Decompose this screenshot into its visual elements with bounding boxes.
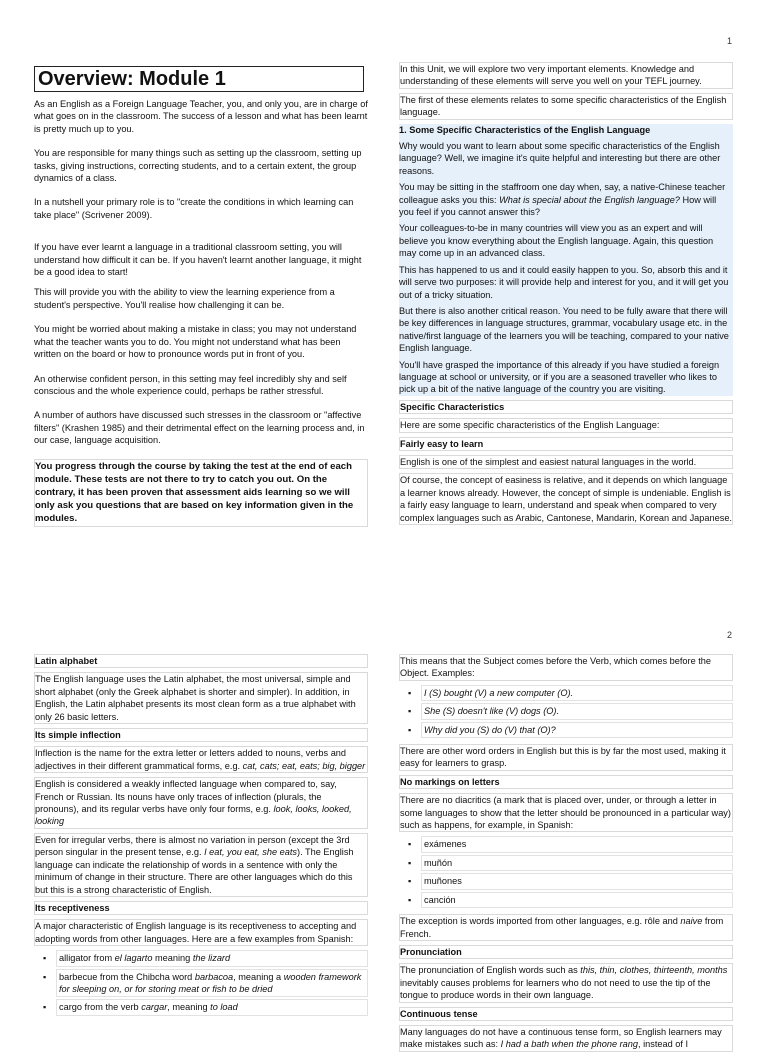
spanish-loanword-list xyxy=(34,950,368,1016)
list-item: ▪ I (S) bought (V) a new computer (O). xyxy=(421,685,733,701)
page-number: 2 xyxy=(727,630,733,640)
paragraph: Your colleagues-to-be in many countries will view you as an expert and will believe you know everything about the English language. Again, this question may come up in an advanced class. xyxy=(399,223,714,259)
paragraph: Many languages do not have a continuous tense form, so English learners may make mistakes such as: I had a bath when the phone rang, instead of I xyxy=(399,1025,733,1052)
paragraph: The English language uses the Latin alphabet, the most universal, simple and short alphabet (only the Greek alphabet is shorter and simpler). In addition, in English, the Latin alphabet presents its most clean form as a true alphabet with only 26 basic letters. xyxy=(34,672,368,724)
page2-left-column xyxy=(34,654,368,1018)
list-item: ▪ muñones xyxy=(421,873,733,889)
section-heading: No markings on letters xyxy=(399,775,733,789)
paragraph: There are other word orders in English but this is by far the most used, making it easy for learners to grasp. xyxy=(399,744,733,771)
paragraph: In a nutshell your primary role is to "create the conditions in which learning can take place" (Scrivener 2009). xyxy=(34,197,354,220)
paragraph: The first of these elements relates to some specific characteristics of the English language. xyxy=(399,93,733,120)
list-item: ▪ exámenes xyxy=(421,836,733,852)
assessment-note: You progress through the course by taking the test at the end of each module. These tests are not there to try to catch you out. On the contrary, it has been proven that assessment aids learning so we will only ask you questions that are based on key information given in the modules. xyxy=(34,459,368,527)
page2-right-column xyxy=(399,654,733,1052)
paragraph: Why would you want to learn about some specific characteristics of the English language? Well, we imagine it's quite helpful and interesting but there are other reasons. xyxy=(399,141,721,176)
section-heading: Its receptiveness xyxy=(34,901,368,915)
paragraph: The exception is words imported from other languages, e.g. rôle and naive from French. xyxy=(399,914,733,941)
spanish-word-list xyxy=(399,836,733,908)
paragraph: As an English as a Foreign Language Teacher, you, and only you, are in charge of what goes on in the classroom. The success of a lesson and what has been learnt is pretty much up to you. xyxy=(34,99,368,134)
paragraph: Even for irregular verbs, there is almost no variation in person (except the 3rd person singular in the present tense, e.g. I eat, you eat, she eats). The English language can indicate the relationship of words in a sentence with only the minimum of change in their structure. There are other languages which do this but this is a strong characteristic of English. xyxy=(34,833,368,897)
paragraph: This will provide you with the ability to view the learning experience from a student's perspective. You'll realise how challenging it can be. xyxy=(34,287,335,310)
list-item: ▪ canción xyxy=(421,892,733,908)
section-heading: Pronunciation xyxy=(399,945,733,959)
paragraph: If you have ever learnt a language in a traditional classroom setting, you will understand how difficult it can be. If you haven't learnt another language, it might be a good idea to start! xyxy=(34,242,362,278)
list-item: ▪ Why did you (S) do (V) that (O)? xyxy=(421,722,733,738)
section-heading: Latin alphabet xyxy=(34,654,368,668)
paragraph: An otherwise confident person, in this setting may feel incredibly shy and self conscious and the whole experience could, perhaps be rather stressful. xyxy=(34,373,347,396)
list-item: ▪ She (S) doesn't like (V) dogs (O). xyxy=(421,703,733,719)
word-order-examples xyxy=(399,685,733,738)
paragraph: A number of authors have discussed such stresses in the classroom or "affective filters" (Krashen 1985) and their detrimental effect on the learning process and, in our case, language acquisition. xyxy=(34,410,365,446)
paragraph: You'll have grasped the importance of this already if you have studied a foreign language at school or university, or if you are a seasoned traveller who likes to pick up a bit of the native language of the country you are visiting. xyxy=(399,359,720,395)
section-heading: Continuous tense xyxy=(399,1007,733,1021)
section-heading: Its simple inflection xyxy=(34,728,368,742)
paragraph: But there is also another critical reason. You need to be fully aware that there will be key differences in language structures, grammar, vocabulary usage etc. in the native/first language of the learners you will be teaching, compared to your native English language. xyxy=(399,305,729,354)
paragraph: This means that the Subject comes before the Verb, which comes before the Object. Examples: xyxy=(399,654,733,681)
list-item: ▪ muñón xyxy=(421,855,733,871)
paragraph: Here are some specific characteristics of the English Language: xyxy=(399,418,733,432)
page-title: Overview: Module 1 xyxy=(34,66,364,92)
section-heading: Fairly easy to learn xyxy=(399,437,733,451)
paragraph: Of course, the concept of easiness is relative, and it depends on which language a learner knows already. However, the concept of simple is undeniable. English is a fairly easy language to learn, understand and speak when compared to very complex languages such as Arabic, Cantonese, Mandarin, Korean and Japanese. xyxy=(399,473,733,525)
list-item: ▪ alligator from el lagarto meaning the lizard xyxy=(56,950,368,966)
paragraph: A major characteristic of English language is its receptiveness to accepting and adopting words from other languages. Here are a few examples from Spanish: xyxy=(34,919,368,946)
paragraph: You might be worried about making a mistake in class; you may not understand what the teacher wants you to do. You might not understand what has been written on the board or how to pronounce words put in front of you. xyxy=(34,324,357,360)
paragraph: Inflection is the name for the extra letter or letters added to nouns, verbs and adjectives in their different grammatical forms, e.g. cat, cats; eat, eats; big, bigger xyxy=(34,746,368,773)
paragraph: This has happened to us and it could easily happen to you. So, absorb this and it will serve two purposes: it will provide help and interest for you, and it will get you out of a tricky situation. xyxy=(399,264,729,300)
paragraph: You may be sitting in the staffroom one day when, say, a native-Chinese teacher colleague asks you this: What is special about the English language? How will you feel if you cannot answer this? xyxy=(399,182,726,218)
highlighted-section xyxy=(399,124,733,396)
page1-right-column xyxy=(399,62,733,525)
list-item: ▪ cargo from the verb cargar, meaning to load xyxy=(56,999,368,1015)
section-heading: 1. Some Specific Characteristics of the English Language xyxy=(399,124,651,135)
paragraph: There are no diacritics (a mark that is placed over, under, or through a letter in some languages to show that the letter should be pronounced in a particular way) such as happens, for example, in Spanish: xyxy=(399,793,733,832)
section-heading: Specific Characteristics xyxy=(399,400,733,414)
paragraph: You are responsible for many things such as setting up the classroom, setting up tasks, giving instructions, correcting students, and to a certain extent, the group dynamics of a class. xyxy=(34,148,362,184)
page1-left-column xyxy=(34,98,368,527)
list-item: ▪ barbecue from the Chibcha word barbacoa, meaning a wooden framework for sleeping on, or for storing meat or fish to be dried xyxy=(56,969,368,998)
paragraph: English is one of the simplest and easiest natural languages in the world. xyxy=(399,455,733,469)
paragraph: English is considered a weakly inflected language when compared to, say, French or Russian. Its nouns have only traces of inflection (plurals, the pronouns), and its regular verbs have only four forms, e.g. look, looks, looked, looking xyxy=(34,777,368,829)
page-number: 1 xyxy=(727,36,733,46)
paragraph: The pronunciation of English words such as this, thin, clothes, thirteenth, months inevitably causes problems for learners who do not need to use the tip of the tongue to produce words in their own language. xyxy=(399,963,733,1002)
paragraph: In this Unit, we will explore two very important elements. Knowledge and understanding of these elements will serve you well on your TEFL journey. xyxy=(399,62,733,89)
